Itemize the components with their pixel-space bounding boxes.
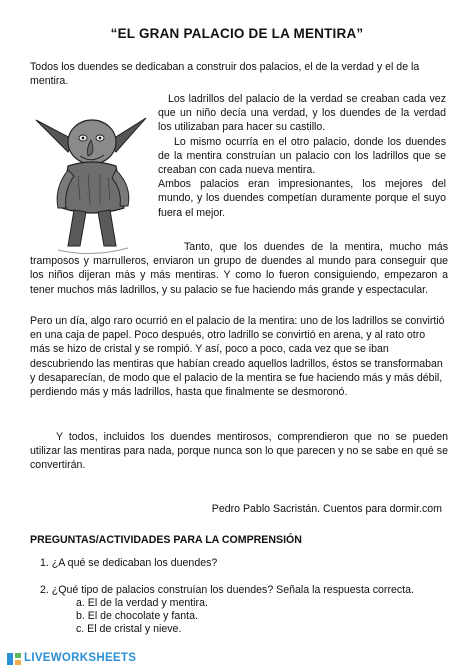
footer-bar [0,647,474,669]
option-c[interactable]: c. El de cristal y nieve. [76,623,182,635]
option-b[interactable]: b. El de chocolate y fanta. [76,610,198,622]
question-1: 1. ¿A qué se dedicaban los duendes? [40,557,218,569]
paragraph-y-todos: Y todos, incluidos los duendes mentirosos, comprendieron que no se pueden utilizar las mentiras para nada, porque nunca son lo que parecen y no se sabe en qué se convertirán. [30,431,448,472]
paragraph-ladrillos: Los ladrillos del palacio de la verdad se creaban cada vez que un niño decía una verdad, y los duendes de la verdad los utilizaban para hacer su castillo. [158,93,446,134]
author-signature: Pedro Pablo Sacristán. Cuentos para dormir.com [211,503,442,515]
liveworksheets-logo-icon [6,651,22,667]
paragraph-intro: Todos los duendes se dedicaban a construir dos palacios, el de la verdad y el de la mentira. [30,61,420,88]
paragraph-ambos: Ambos palacios eran impresionantes, los mejores del mundo, y los duendes competían duramente porque el suyo fuera el mejor. [158,178,446,219]
option-a[interactable]: a. El de la verdad y mentira. [76,597,208,609]
paragraph-pero: Pero un día, algo raro ocurrió en el palacio de la mentira: uno de los ladrillos se convirtió en una caja de papel. Poco después, otro ladrillo se convirtió en arena, y al rato otro más se hizo de cristal y se rompió. Y así, poco a poco, cada vez que se iban descubriendo las mentiras que habían creado aquellos ladrillos, éstos se transformaban y desaparecían, de modo que el palacio de la mentira se fue haciendo más y más débil, perdiendo más y más ladrillos, hasta que finalmente se desmoronó. [30,315,445,399]
paragraph-lo-mismo: Lo mismo ocurría en el otro palacio, donde los duendes de la mentira construían un palacio con los ladrillos que se creaban con cada nueva mentira. [158,135,446,177]
story-title: “EL GRAN PALACIO DE LA MENTIRA” [110,26,364,41]
question-2: 2. ¿Qué tipo de palacios construían los duendes? Señala la respuesta correcta. [40,584,414,596]
paragraph-block-right [158,92,446,220]
goblin-illustration [28,90,158,260]
paragraph-tanto: Tanto, que los duendes de la mentira, mucho más tramposos y marrulleros, enviaron un grupo de duendes al mundo para conseguir que los niños dijeran más y más mentiras. Y como lo fueron consiguiendo, empezaron a tener muchos más ladrillos, y su palacio se fue haciendo más grande y espectacular. [30,241,448,296]
liveworksheets-brand[interactable]: LIVEWORKSHEETS [24,652,137,664]
questions-section-title: PREGUNTAS/ACTIVIDADES PARA LA COMPRENSIÓN [30,534,302,546]
